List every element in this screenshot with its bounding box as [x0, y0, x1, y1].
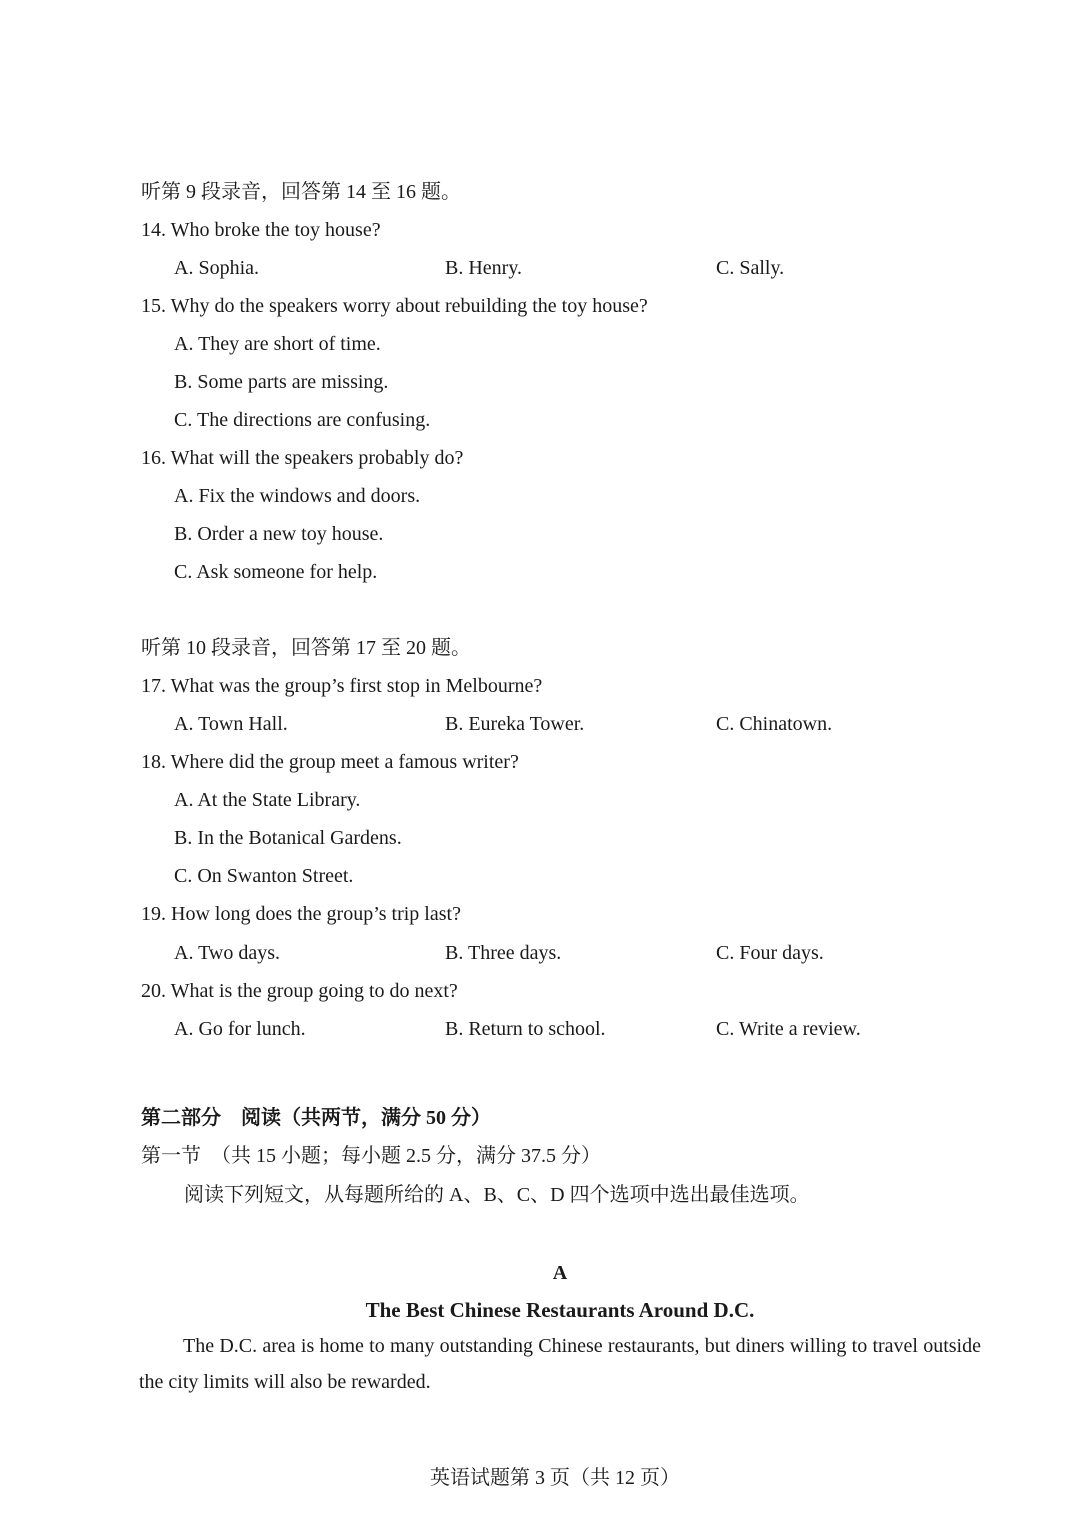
passage-title: The Best Chinese Restaurants Around D.C.	[365, 1298, 755, 1322]
question-19-option-c: C. Four days.	[716, 942, 824, 964]
passage-paragraph-text: The D.C. area is home to many outstanding Chinese restaurants, but diners willing to travel outside the city limits will also be rewarded.	[139, 1335, 981, 1393]
section-10-instruction: 听第 10 段录音，回答第 17 至 20 题。	[141, 637, 471, 659]
question-17-option-a: A. Town Hall.	[174, 713, 288, 735]
question-15: 15. Why do the speakers worry about rebuilding the toy house?	[141, 295, 648, 317]
part-2-instruction: 阅读下列短文，从每题所给的 A、B、C、D 四个选项中选出最佳选项。	[184, 1184, 810, 1206]
question-20-option-c: C. Write a review.	[716, 1018, 861, 1040]
question-19-option-a: A. Two days.	[174, 942, 281, 964]
question-14-option-b: B. Henry.	[445, 257, 523, 279]
question-14: 14. Who broke the toy house?	[141, 219, 381, 241]
question-20-option-a: A. Go for lunch.	[174, 1018, 306, 1040]
question-16: 16. What will the speakers probably do?	[141, 447, 464, 469]
question-19: 19. How long does the group’s trip last?	[141, 903, 461, 925]
passage-letter: A	[552, 1262, 568, 1284]
part-2-heading: 第二部分 阅读（共两节，满分 50 分）	[141, 1107, 491, 1129]
question-18: 18. Where did the group meet a famous writer?	[141, 751, 519, 773]
question-15-option-b: B. Some parts are missing.	[174, 371, 389, 393]
question-16-option-b: B. Order a new toy house.	[174, 523, 384, 545]
question-18-option-b: B. In the Botanical Gardens.	[174, 827, 402, 849]
section-9-instruction: 听第 9 段录音，回答第 14 至 16 题。	[141, 181, 461, 203]
question-20-option-b: B. Return to school.	[445, 1018, 606, 1040]
question-16-option-a: A. Fix the windows and doors.	[174, 485, 421, 507]
question-20: 20. What is the group going to do next?	[141, 980, 458, 1002]
question-17-option-b: B. Eureka Tower.	[445, 713, 585, 735]
question-17-option-c: C. Chinatown.	[716, 713, 833, 735]
question-16-option-c: C. Ask someone for help.	[174, 561, 378, 583]
passage-paragraph	[139, 1328, 981, 1400]
question-14-option-a: A. Sophia.	[174, 257, 259, 279]
page-footer: 英语试题第 3 页（共 12 页）	[430, 1467, 680, 1489]
question-15-option-c: C. The directions are confusing.	[174, 409, 431, 431]
part-2-section-1-heading: 第一节 （共 15 小题；每小题 2.5 分，满分 37.5 分）	[141, 1145, 601, 1167]
question-14-option-c: C. Sally.	[716, 257, 785, 279]
question-18-option-a: A. At the State Library.	[174, 789, 361, 811]
question-19-option-b: B. Three days.	[445, 942, 562, 964]
question-15-option-a: A. They are short of time.	[174, 333, 381, 355]
question-18-option-c: C. On Swanton Street.	[174, 865, 354, 887]
question-17: 17. What was the group’s first stop in Melbourne?	[141, 675, 543, 697]
